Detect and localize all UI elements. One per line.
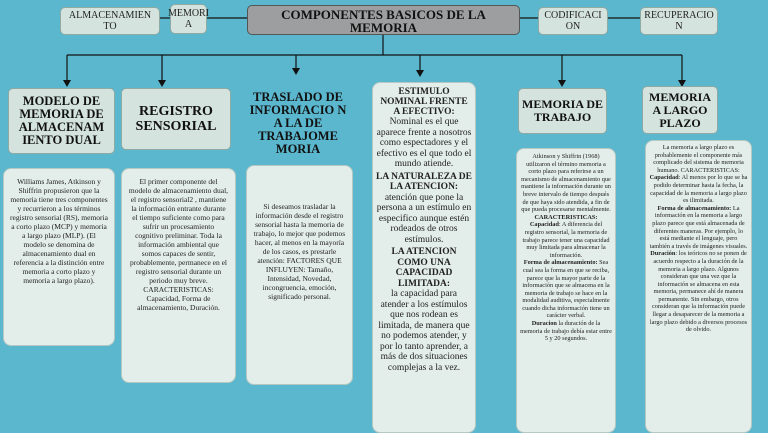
value-lp-capacidad: : Al menos por lo que se ha podido determinar hasta la fecha, la capacidad de la memoria a largo plazo es ilimitada. [650,174,748,205]
heading-memoria-largo-plazo: MEMORIA A LARGO PLAZO [642,86,718,134]
node-almacenamiento: ALMACENAMIEN TO [60,7,160,35]
body-memoria-largo-plazo [645,140,752,433]
text-capacidad [520,221,612,259]
main-title: COMPONENTES BASICOS DE LA MEMORIA [247,5,520,35]
label-lp-duracion: Duración [650,250,676,258]
text-duracion [520,320,612,343]
value-lp-duracion: : los teóricos no se ponen de acuerdo respecto a la duración de la memoria a largo plazo. Algunos consideran que una vez que la información se almacena en esta memoria, permanece ahí de manera permanente. Sin embargo, otros consideran que la información puede llegar a desaparecer de la memoria a largo plazo debido a diversos procesos de olvido. [649,250,748,334]
text-naturaleza-atencion: atención que pone la persona a un estímulo en especifico aunque estén rodeados de otros estímulos. [376,192,472,245]
value-forma: Sea cual sea la forma en que se reciba, parece que la mayor parte de la información que se almacena en la memoria de trabajo se hace en la modalidad auditiva, especialmente cuando dicha información tiene un carácter verbal. [522,259,610,320]
heading-memoria-de-trabajo: MEMORIA DE TRABAJO [518,88,607,134]
text-lp-capacidad [649,174,748,204]
text-lp-duracion [649,250,748,334]
node-codificacion: CODIFICACI ON [538,7,608,35]
text-atencion-capacidad-limitada: la capacidad para atender a los estímulos que nos rodean es limitada, de manera que no podemos atender, y por lo tanto aprender, a más de dos situaciones complejas a la vez. [378,289,470,373]
label-duracion: Duracion [531,320,557,328]
label-lp-capacidad: Capacidad [649,174,679,182]
text-lp-forma [649,205,748,251]
label-forma: Forma de almacenamiento: [523,259,598,267]
text-memoria-trabajo-intro: Atkinson y Shiffrin (1968) utilizaron el término memoria a corto plazo para referirse a un mecanismo de almacenamiento que mantiene la información durante un breve intervalo de tiempo después de que haya sido atendida, a fin de que pueda procesarse mentalmente. [521,153,611,214]
value-lp-forma: La información en la memoria a largo plazo parece que está almacenada de diferentes maneras. Por ejemplo, lo está mediante el lenguaje, pero también a través de imágenes visuales. [649,204,748,250]
node-recuperacion: RECUPERACIO N [640,7,718,35]
body-memoria-de-trabajo [516,148,616,433]
label-capacidad: Capacidad [529,221,559,229]
value-capacidad: : A diferencia del registro sensorial, la memoria de trabajo parece tener una capacidad muy limitada para almacenar la información. [522,221,610,259]
body-traslado-informacion: Si deseamos trasladar la información desde el registro sensorial hasta la memoria de trabajo, lo mejor que podemos hacer, al menos en la mayoría de los casos, es prestarle atención: FACTORES QUE INFLUYEN: Tamaño, Intensidad, Novedad, incongruencia, emoción, significado personal. [246,165,353,385]
body-registro-sensorial: El primer componente del modelo de almacenamiento dual, el registro sensorial2 , mantiene la información entrante durante el tiempo suficiente como para sufrir un procesamiento cognitivo preliminar. Toda la información ambiental que somos capaces de sentir, probablemente, permanece en el registro sensorial durante un periodo muy breve. CARACTERISTICAS: Capacidad, Forma de almacenamiento, Duración. [121,168,236,383]
heading-modelo-almacenamiento-dual: MODELO DE MEMORIA DE ALMACENAM IENTO DUAL [8,88,115,154]
label-caracteristicas: CARACTERISTICAS: [534,213,598,221]
node-memoria: MEMORI A [170,4,207,34]
label-lp-forma: Forma de almacenamiento: [657,204,732,212]
value-duracion: la duración de la memoria de trabajo debía estar entre 5 y 20 segundos. [520,320,612,343]
subheading-atencion-capacidad-limitada: LA ATENCION COMO UNA CAPACIDAD LIMITADA: [391,247,457,289]
body-modelo-almacenamiento-dual: Williams James, Atkinson y Shiffrin propusieron que la memoria tiene tres componentes y recurrieron a los términos registro sensorial (RS), memoria a corto plazo (MCP) y memoria a largo plazo (MLP). (El modelo se denomina de almacenamiento dual en referencia a la distinción entre memoria a corto plazo y memoria a largo plazo). [3,168,115,346]
subheading-naturaleza-atencion: LA NATURALEZA DE LA ATENCION: [376,171,472,192]
heading-estimulo-nominal: ESTIMULO NOMINAL FRENTE A EFECTIVO: [380,87,468,117]
heading-traslado-informacion: TRASLADO DE INFORMACIO N A LA DE TRABAJOME MORIA [249,89,347,156]
heading-registro-sensorial: REGISTRO SENSORIAL [121,88,231,150]
text-forma-almacenamiento [520,259,612,320]
text-largo-plazo-intro: La memoria a largo plazo es probablemente el componente más complicado del sistema de memoria humano. CARACTERISTICAS: [653,144,744,174]
panel-estimulo-atencion [372,82,476,433]
text-estimulo-nominal: Nominal es el que aparece frente a nosotros como espectadores y el efectivo es el que todo el mundo atiende. [376,117,472,169]
